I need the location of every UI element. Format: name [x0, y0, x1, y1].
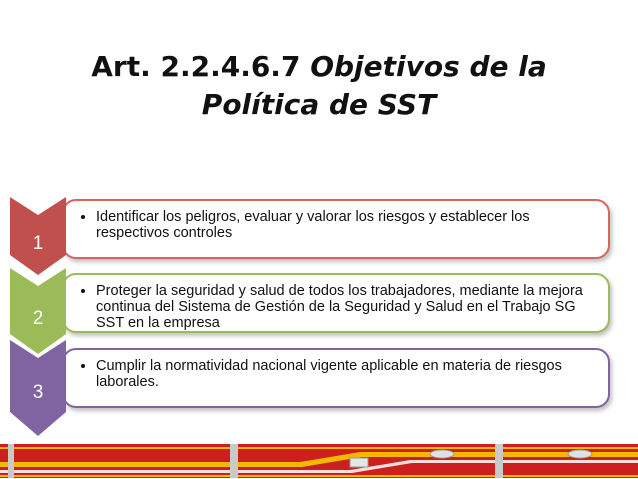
- step-1-text: • Identificar los peligros, evaluar y valorar los riesgos y establecer los respectivos controles: [96, 209, 594, 241]
- step-2-number: 2: [32, 308, 44, 329]
- step-3-text: • Cumplir la normatividad nacional vigente aplicable en materia de riesgos laborales.: [96, 358, 594, 390]
- step-1-chevron: [10, 197, 74, 275]
- step-3-chevron: [10, 340, 74, 436]
- step-1-number: 1: [32, 233, 44, 254]
- step-1-box: [62, 199, 610, 259]
- step-2-box: [62, 273, 610, 333]
- slide-title: [0, 48, 638, 124]
- step-2-text: • Proteger la seguridad y salud de todos los trabajadores, mediante la mejora continua del Sistema de Gestión de la Seguridad y Salud en el Trabajo SG SST en la empresa: [96, 283, 594, 331]
- footer-decorative-band: [0, 440, 638, 479]
- title-line-2: Política de SST: [201, 88, 437, 121]
- title-objetivos: Objetivos de la: [310, 50, 547, 83]
- step-3-box: [62, 348, 610, 408]
- step-3-number: 3: [32, 382, 44, 403]
- title-article: Art. 2.2.4.6.7: [91, 50, 311, 83]
- title-line-1: [0, 48, 638, 86]
